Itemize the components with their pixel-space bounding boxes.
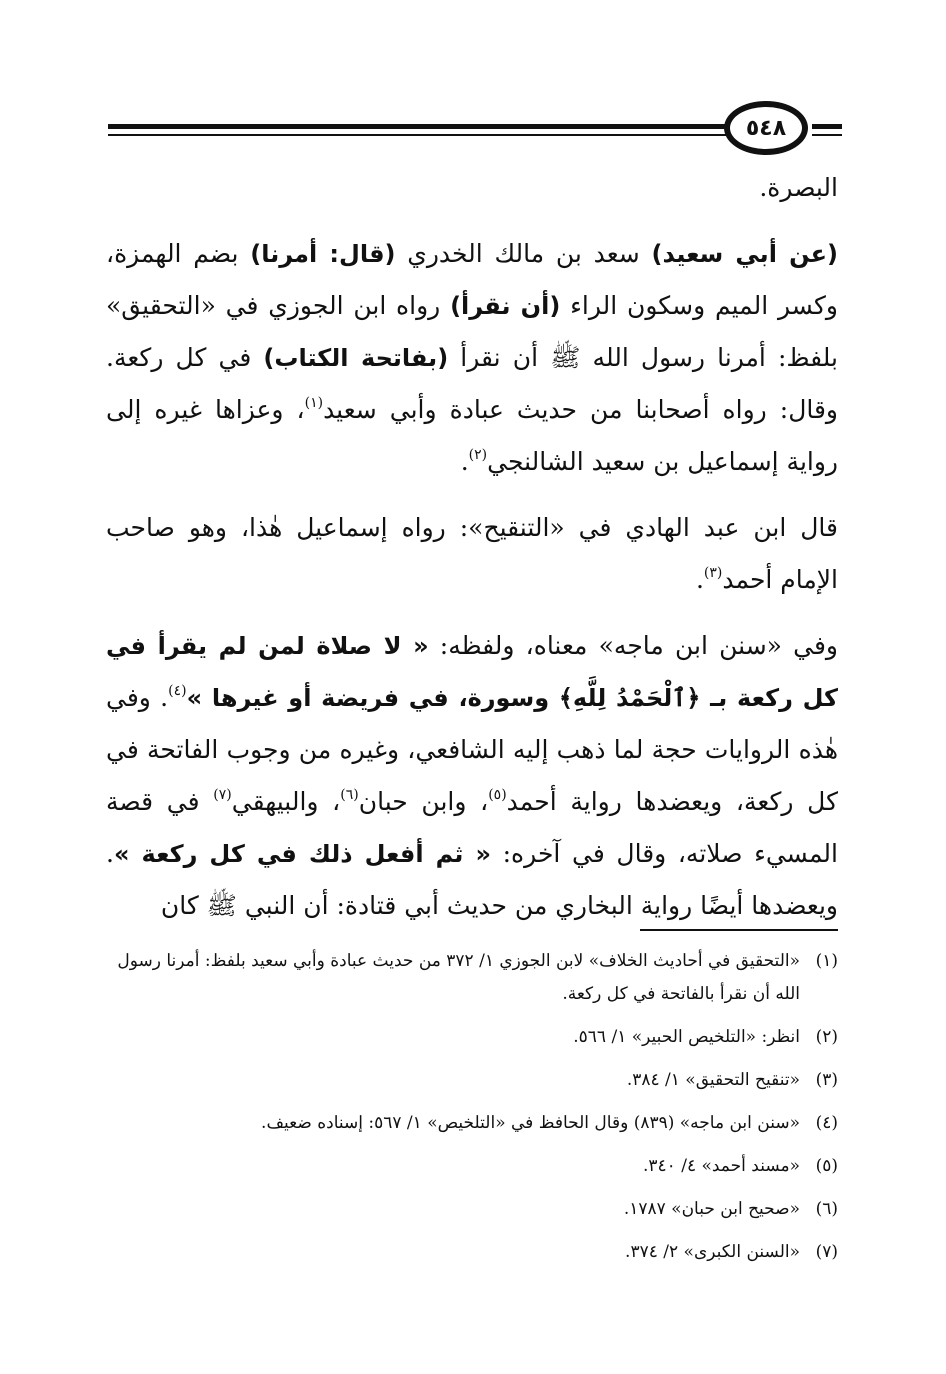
footnote-number: (٢) [815,1027,838,1047]
paragraph-1: البصرة. [759,173,838,202]
main-text [106,162,838,932]
footnote-separator [640,929,838,931]
hadith-quote: « لا صلاة لمن لم يقرأ في كل ركعة بـ ﴿ٱلْحَمْدُ لِلَّهِ﴾ وسورة، في فريضة أو غيرها » [106,632,838,712]
text-run: . [695,565,704,594]
footnotes [106,945,838,1279]
bold-phrase: (قال: أمرنا) [250,240,396,268]
text-run: بضم الهمزة، وكسر الميم وسكون الراء [106,239,839,320]
text-run: ، وابن حبان [358,787,489,816]
footnote-number: (٦) [815,1199,838,1219]
page-number: ٥٤٨ [724,101,808,155]
footnote-text: «السنن الكبرى» ٢/ ٣٧٤. [625,1242,800,1262]
footnote-number: (٥) [815,1156,838,1176]
header-rule-thin-right [812,134,842,136]
footnote-3 [106,1064,838,1097]
footnote-ref-2[interactable]: (٢) [468,447,488,463]
footnote-1 [106,945,838,1011]
footnote-number: (٤) [815,1113,838,1133]
footnote-ref-5[interactable]: (٥) [488,787,507,803]
footnote-ref-6[interactable]: (٦) [340,787,359,803]
footnote-6 [106,1193,838,1226]
footnote-ref-4[interactable]: (٤) [168,683,187,699]
header-rule-thick-right [812,124,842,129]
footnote-ref-3[interactable]: (٣) [703,565,723,581]
paragraph-4 [106,620,838,932]
footnote-text: انظر: «التلخيص الحبير» ١/ ٥٦٦. [573,1027,800,1047]
paragraph-2 [106,228,838,488]
footnote-text: «صحيح ابن حبان» ١٧٨٧. [623,1199,800,1219]
text-run: في كل ركعة. وقال: رواه أصحابنا من حديث عبادة وأبي سعيد [106,343,838,424]
text-run: ، والبيهقي [231,787,341,816]
text-run: ، وعزاها غيره إلى رواية إسماعيل بن سعيد الشالنجي [106,395,838,476]
footnote-number: (١) [815,951,838,971]
footnote-number: (٧) [815,1242,838,1262]
text-run: وفي «سنن ابن ماجه» معناه، ولفظه: [428,631,838,660]
text-run: قال ابن عبد الهادي في «التنقيح»: رواه إسماعيل هٰذا، وهو صاحب الإمام أحمد [106,513,838,594]
hadith-quote: « ثم أفعل ذلك في كل ركعة » [113,840,491,868]
text-run: سعد بن مالك الخدري [395,239,652,268]
text-run: . ويعضدها أيضًا رواية البخاري من حديث أبي قتادة: أن النبي ﷺ كان [106,839,838,920]
footnote-ref-1[interactable]: (١) [304,395,324,411]
header-rule-thick-left [108,124,728,129]
text-run: في قصة المسيء صلاته، وقال في آخره: [106,787,838,868]
footnote-ref-7[interactable]: (٧) [213,787,232,803]
footnote-4 [106,1107,838,1140]
bold-phrase: (عن أبي سعيد) [651,240,839,268]
text-run: . وفي هٰذه الروايات حجة لما ذهب إليه الشافعي، وغيره من وجوب الفاتحة في كل ركعة، ويعضدها رواية أحمد [106,683,838,816]
paragraph-3 [106,502,838,606]
header-rule-thin-left [108,134,728,136]
text-run: رواه ابن الجوزي في «التحقيق» بلفظ: أمرنا رسول الله ﷺ أن نقرأ [106,291,839,372]
footnote-text: «التحقيق في أحاديث الخلاف» لابن الجوزي ١/ ٣٧٢ من حديث عبادة وأبي سعيد بلفظ: أمرنا رسول الله أن نقرأ بالفاتحة في كل ركعة. [117,951,800,1004]
bold-phrase: (بفاتحة الكتاب) [263,344,449,372]
footnote-7 [106,1236,838,1269]
footnote-text: «مسند أحمد» ٤/ ٣٤٠. [642,1156,800,1176]
footnote-number: (٣) [815,1070,838,1090]
footnote-text: «تنقيح التحقيق» ١/ ٣٨٤. [626,1070,800,1090]
footnote-text: «سنن ابن ماجه» (٨٣٩) وقال الحافظ في «التلخيص» ١/ ٥٦٧: إسناده ضعيف. [261,1113,800,1133]
footnote-5 [106,1150,838,1183]
bold-phrase: (أن نقرأ) [450,292,561,320]
text-run: . [460,447,469,476]
footnote-2 [106,1021,838,1054]
